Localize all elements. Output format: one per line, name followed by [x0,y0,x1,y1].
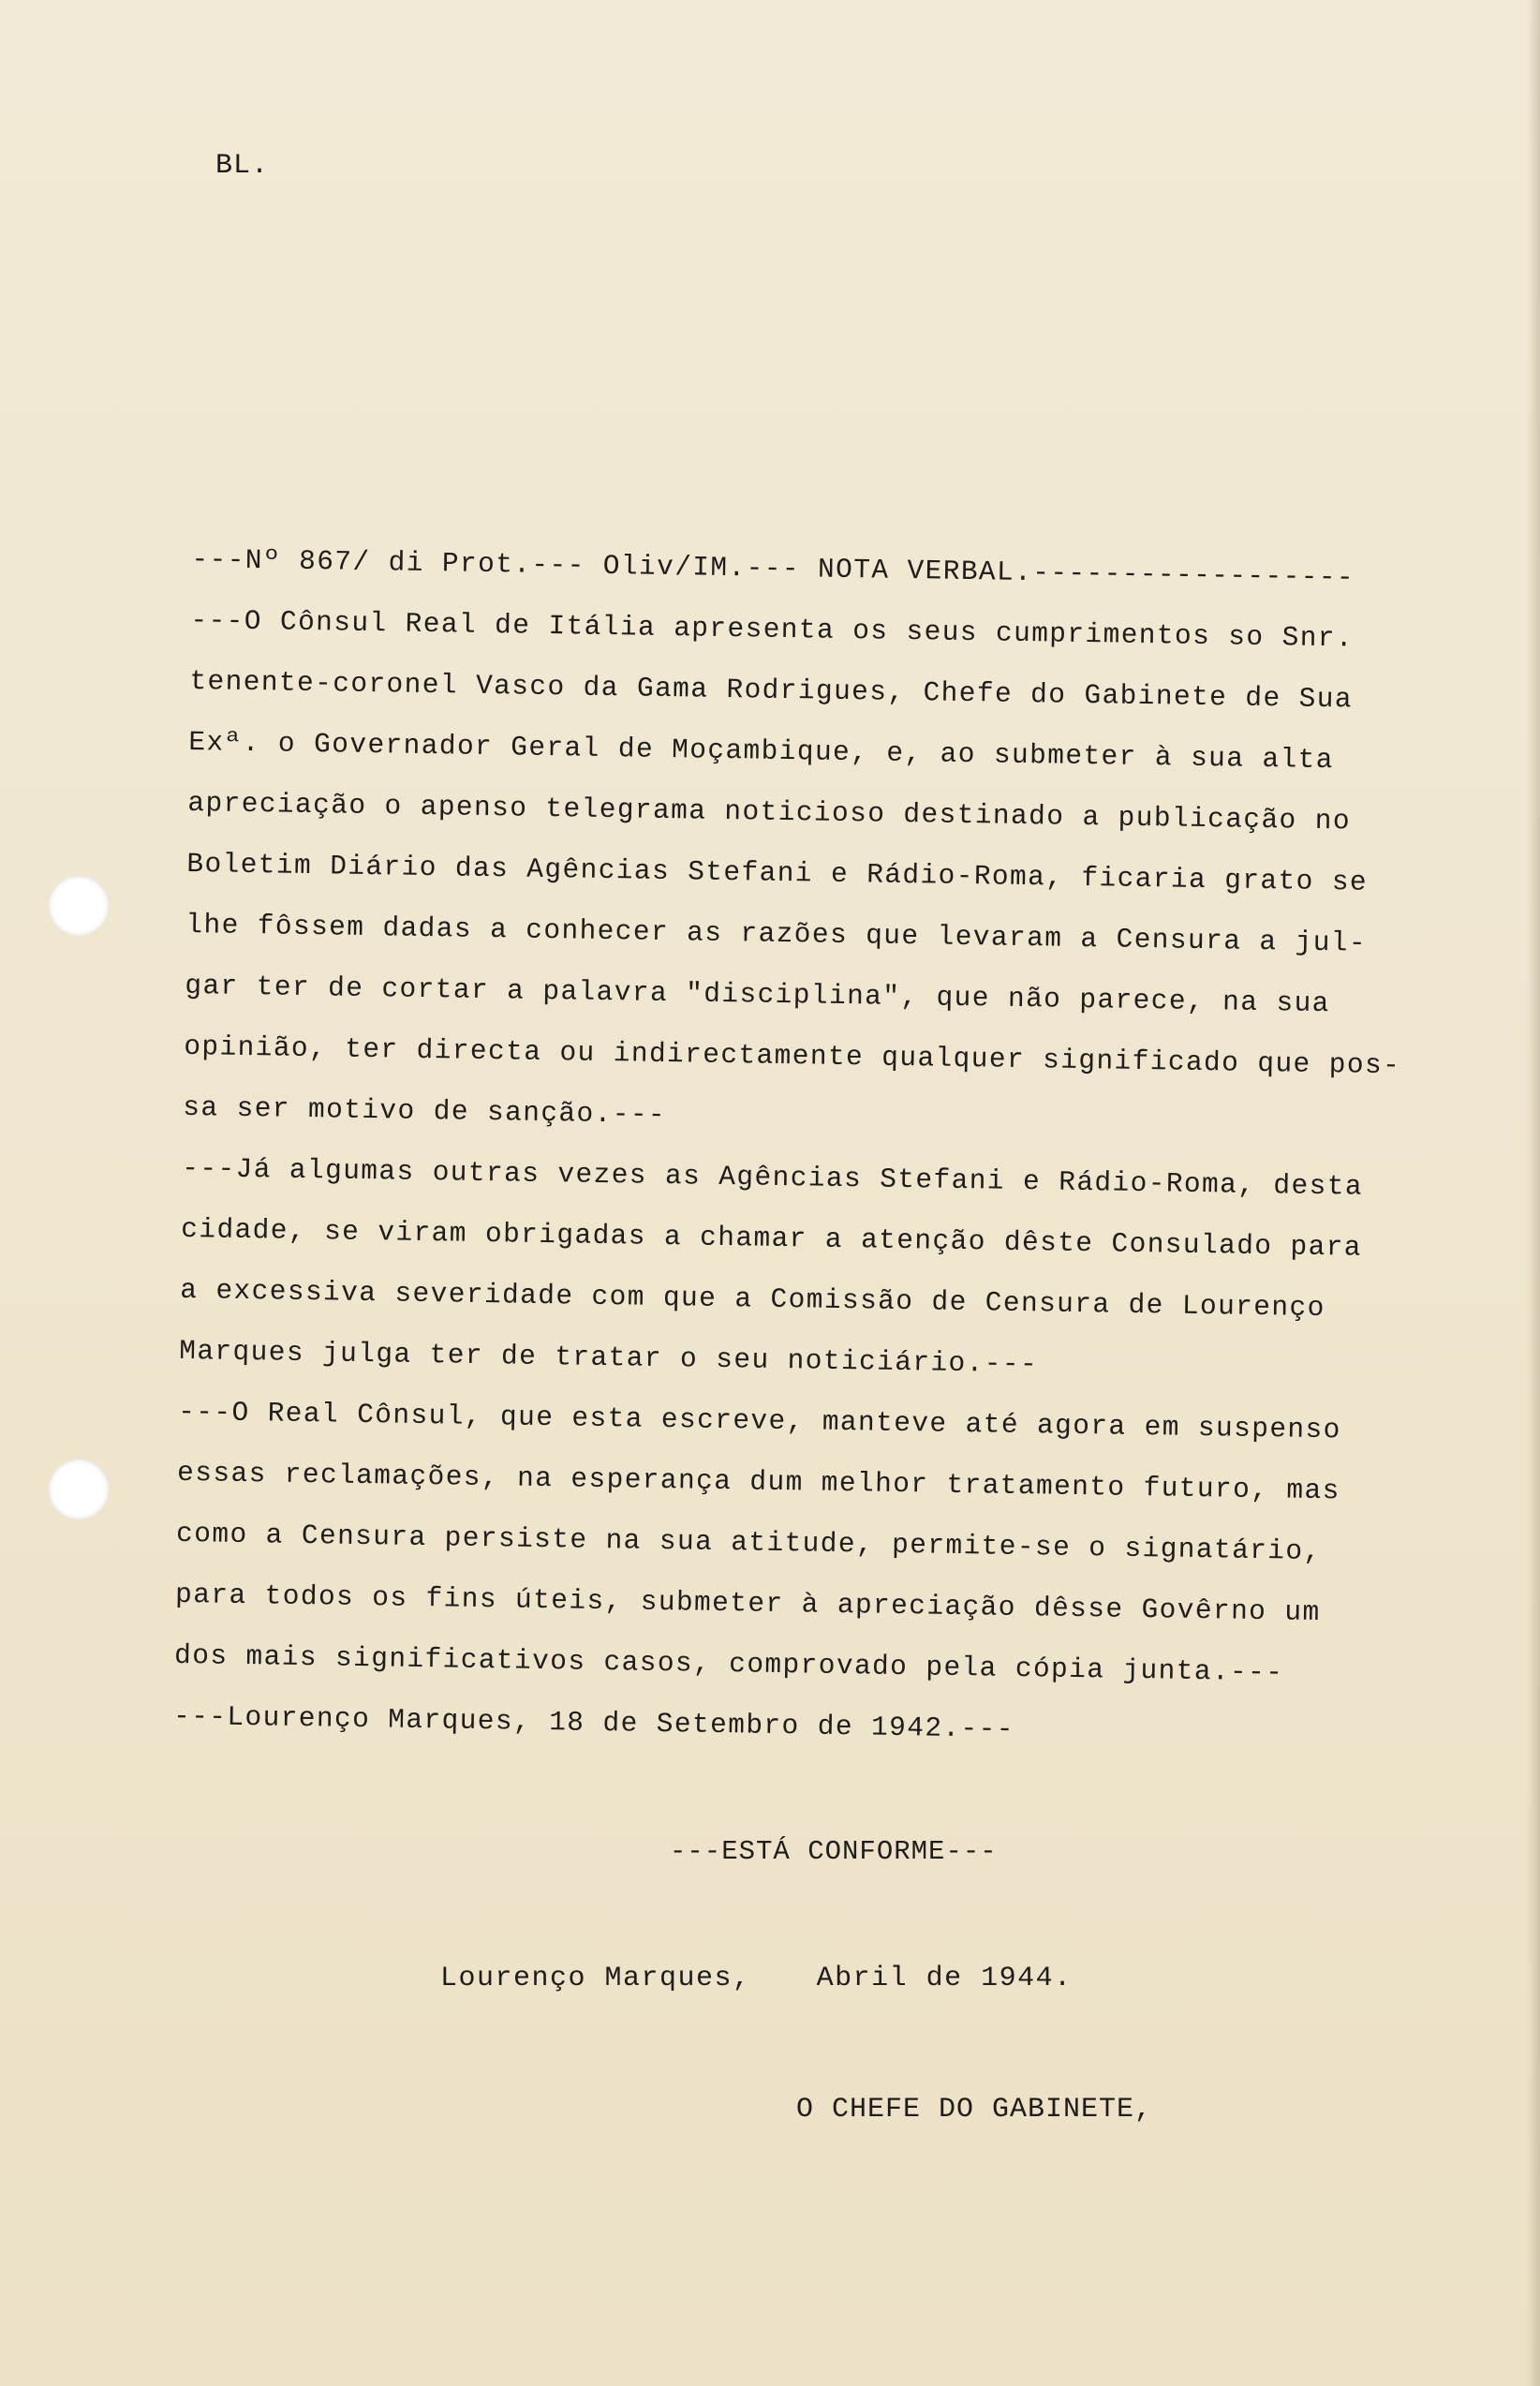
body-line: cidade, se viram obrigadas a chamar a atenção dêste Consulado para [180,1212,1363,1264]
date: Abril de 1944. [816,1963,1073,1994]
body-line: como a Censura persiste na sua atitude, permite-se o signatário, [175,1517,1322,1568]
body-line: gar ter de cortar a palavra "disciplina", que não parece, na sua [185,969,1331,1020]
body-line: Exª. o Governador Geral de Moçambique, e, ao submeter à sua alta [188,725,1335,777]
page-edge-shadow [1527,0,1540,2386]
letter-body [173,529,1466,1767]
body-line: sa ser motivo de sanção.--- [183,1090,667,1132]
body-line: ---Lourenço Marques, 18 de Setembro de 1942.--- [172,1699,1015,1745]
body-line: a excessiva severidade com que a Comissão de Censura de Lourenço [179,1273,1325,1325]
body-line: essas reclamações, na esperança dum melhor tratamento futuro, mas [176,1456,1340,1507]
punch-hole [49,876,109,936]
body-line: lhe fôssem dadas a conhecer as razões que levaram a Censura a jul- [185,908,1368,959]
body-line: ---O Real Cônsul, que esta escreve, manteve até agora em suspenso [177,1395,1342,1446]
punch-hole [49,1460,109,1519]
body-line: ---Nº 867/ di Prot.--- Oliv/IM.--- NOTA VERBAL.------------------ [191,542,1355,594]
body-line: para todos os fins úteis, submeter à apreciação dêsse Govêrno um [174,1578,1321,1629]
place-date-line [440,1963,1073,1994]
body-line: opinião, ter directa ou indirectamente qualquer significado que pos- [184,1030,1401,1082]
body-line: apreciação o apenso telegrama noticioso destinado a publicação no [187,786,1352,837]
signature-title: O CHEFE DO GABINETE, [796,2094,1153,2126]
body-line: tenente-coronel Vasco da Gama Rodrigues, Chefe do Gabinete de Sua [189,664,1354,716]
body-line: Marques julga ter de tratar o seu noticiário.--- [178,1334,1039,1381]
body-line: ---Já algumas outras vezes as Agências Stefani e Rádio-Roma, desta [182,1151,1364,1203]
conformity-stamp: ---ESTÁ CONFORME--- [670,1836,998,1867]
place: Lourenço Marques, [440,1963,751,1994]
body-line: Boletim Diário das Agências Stefani e Rádio-Roma, ficaria grato se [186,847,1369,898]
body-line: ---O Cônsul Real de Itália apresenta os seus cumprimentos so Snr. [190,603,1355,655]
header-code: BL. [215,150,270,182]
body-line: dos mais significativos casos, comprovado pela cópia junta.--- [173,1638,1284,1689]
